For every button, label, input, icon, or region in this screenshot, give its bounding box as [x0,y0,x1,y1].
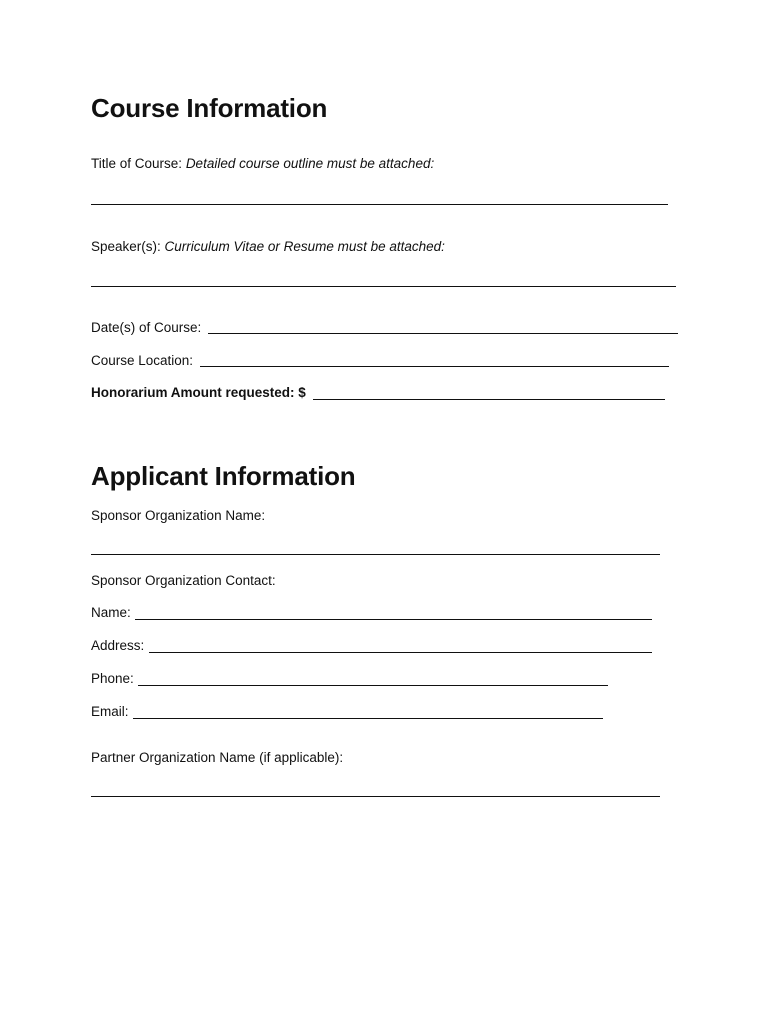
speakers-row [91,239,445,255]
partner-name-field[interactable] [91,796,660,797]
contact-email-row [91,704,129,720]
course-location-field[interactable] [200,366,669,367]
sponsor-contact-label: Sponsor Organization Contact: [91,573,276,588]
speakers-field[interactable] [91,286,676,287]
contact-phone-label: Phone: [91,671,134,686]
course-dates-label: Date(s) of Course: [91,320,202,335]
partner-name-row [91,750,343,766]
sponsor-name-field[interactable] [91,554,660,555]
course-title-label: Title of Course: [91,156,183,171]
partner-name-label: Partner Organization Name (if applicable): [91,750,344,765]
course-title-field[interactable] [91,204,668,205]
sponsor-contact-row [91,573,276,589]
contact-name-field[interactable] [135,619,652,620]
sponsor-name-row [91,508,265,524]
contact-address-label: Address: [91,638,145,653]
speakers-label: Speaker(s): [91,239,161,254]
course-title-row [91,156,434,172]
contact-phone-row [91,671,134,687]
contact-name-row [91,605,131,621]
contact-email-field[interactable] [133,718,603,719]
honorarium-field[interactable] [313,399,665,400]
contact-name-label: Name: [91,605,131,620]
contact-address-field[interactable] [149,652,652,653]
contact-address-row [91,638,144,654]
course-location-row [91,353,193,369]
course-dates-row [91,320,201,336]
sponsor-name-label: Sponsor Organization Name: [91,508,266,523]
course-title-note: Detailed course outline must be attached: [185,156,435,171]
course-information-heading: Course Information [91,93,328,123]
course-location-label: Course Location: [91,353,194,368]
speakers-note: Curriculum Vitae or Resume must be attached: [164,239,445,254]
contact-phone-field[interactable] [138,685,608,686]
course-dates-field[interactable] [208,333,678,334]
honorarium-label: Honorarium Amount requested: $ [91,385,306,400]
applicant-information-heading: Applicant Information [91,461,356,491]
honorarium-row [91,385,306,401]
contact-email-label: Email: [91,704,129,719]
